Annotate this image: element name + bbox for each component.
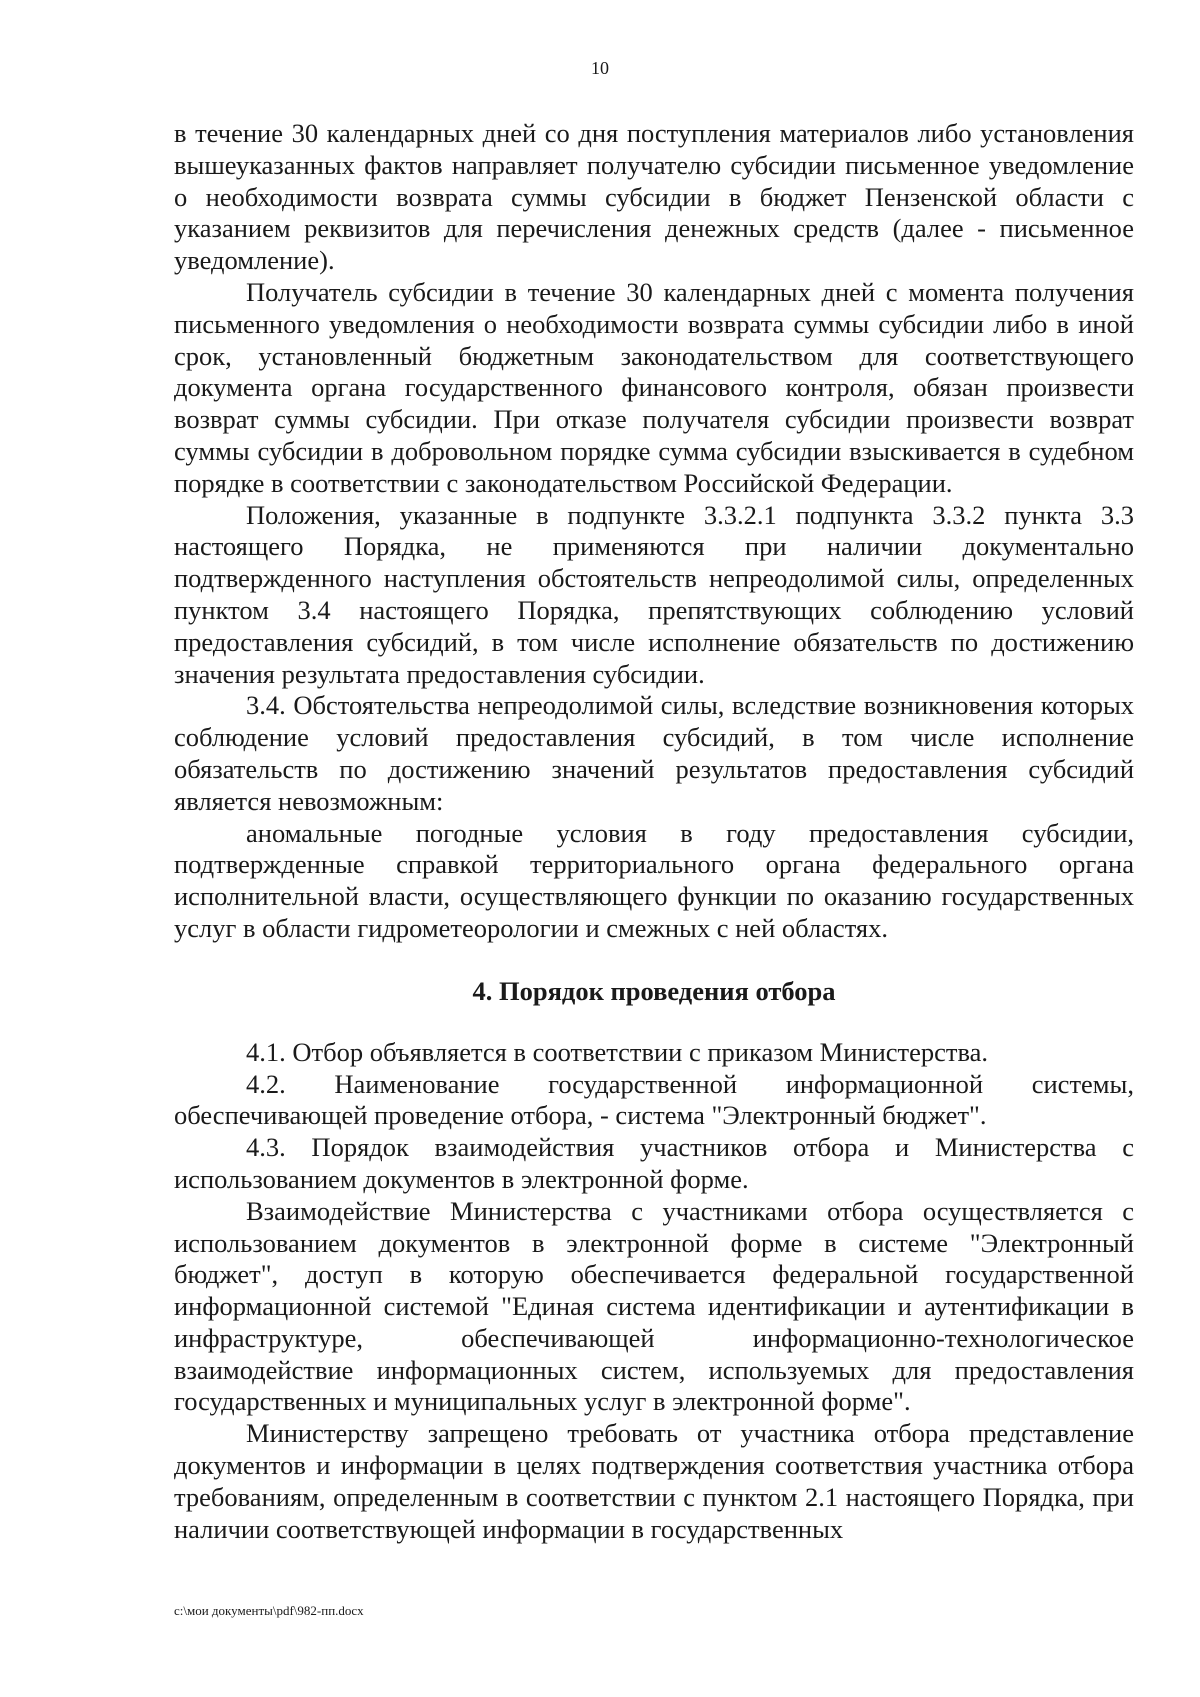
paragraph: Получатель субсидии в течение 30 календарных дней с момента получения письменного уведомления о необходимости возврата суммы субсидии либо в иной срок, установленный бюджетным законодательством для соответствующего документа органа государственного финансового контроля, обязан произвести возврат суммы субсидии. При отказе получателя субсидии произвести возврат суммы субсидии в добровольном порядке сумма субсидии взыскивается в судебном порядке в соответствии с законодательством Российской Федерации. bbox=[174, 276, 1134, 498]
paragraph: аномальные погодные условия в году предоставления субсидии, подтвержденные справкой территориального органа федерального органа исполнительной власти, осуществляющего функции по оказанию государственных услуг в области гидрометеорологии и смежных с ней областях. bbox=[174, 817, 1134, 943]
paragraph: 4.3. Порядок взаимодействия участников отбора и Министерства с использованием документов в электронной форме. bbox=[174, 1132, 1134, 1194]
document-body bbox=[174, 118, 1134, 1545]
paragraph: в течение 30 календарных дней со дня поступления материалов либо установления вышеуказанных фактов направляет получателю субсидии письменное уведомление о необходимости возврата суммы субсидии в бюджет Пензенской области с указанием реквизитов для перечисления денежных средств (далее - письменное уведомление). bbox=[174, 118, 1134, 276]
paragraph: Взаимодействие Министерства с участниками отбора осуществляется с использованием документов в электронной форме в системе "Электронный бюджет", доступ в которую обеспечивается федеральной государственной информационной системой "Единая система идентификации и аутентификации в инфраструктуре, обеспечивающей информационно-технологическое взаимодействие информационных систем, используемых для предоставления государственных и муниципальных услуг в электронной форме". bbox=[174, 1195, 1134, 1417]
paragraph: 3.4. Обстоятельства непреодолимой силы, вследствие возникновения которых соблюдение условий предоставления субсидий, в том числе исполнение обязательств по достижению значений результатов предоставления субсидий является невозможным: bbox=[174, 690, 1134, 816]
paragraph: 4.2. Наименование государственной информационной системы, обеспечивающей проведение отбора, - система "Электронный бюджет". bbox=[174, 1068, 1134, 1131]
paragraph: Министерству запрещено требовать от участника отбора представление документов и информации в целях подтверждения соответствия участника отбора требованиям, определенным в соответствии с пунктом 2.1 настоящего Порядка, при наличии соответствующей информации в государственных bbox=[174, 1418, 1134, 1544]
footer-file-path: c:\мои документы\pdf\982-пп.docx bbox=[174, 1603, 364, 1618]
paragraph: Положения, указанные в подпункте 3.3.2.1 подпункта 3.3.2 пункта 3.3 настоящего Порядка, не применяются при наличии документально подтвержденного наступления обстоятельств непреодолимой силы, определенных пунктом 3.4 настоящего Порядка, препятствующих соблюдению условий предоставления субсидий, в том числе исполнение обязательств по достижению значения результата предоставления субсидии. bbox=[174, 499, 1134, 689]
paragraph: 4.1. Отбор объявляется в соответствии с приказом Министерства. bbox=[246, 1036, 989, 1067]
page-number: 10 bbox=[591, 58, 609, 78]
section-heading: 4. Порядок проведения отбора bbox=[472, 975, 836, 1006]
